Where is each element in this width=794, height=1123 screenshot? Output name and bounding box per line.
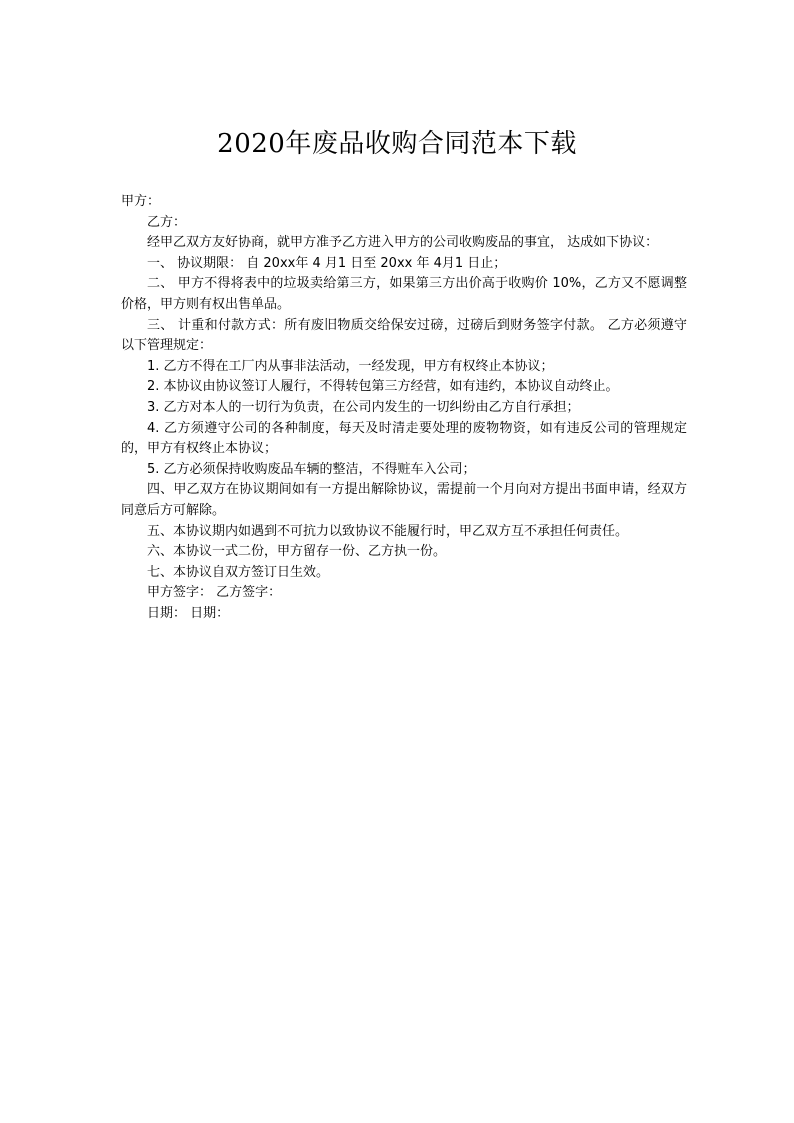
paragraph-party-a: 甲方：	[121, 194, 161, 209]
signature-line	[121, 583, 687, 604]
paragraph-intro: 经甲乙双方友好协商，就甲方准予乙方进入甲方的公司收购废品的事宜， 达成如下协议：	[147, 235, 659, 251]
document-title: 2020年废品收购合同范本下载	[217, 129, 577, 159]
clause-4-termination: 四、甲乙双方在协议期间如有一方提出解除协议，需提前一个月向对方提出书面申请，经双方同意后方可解除。	[121, 482, 687, 518]
party-b-signature-label: 乙方签字：	[216, 585, 282, 601]
paragraph-party-b: 乙方：	[147, 214, 187, 230]
clause-2-resale: 二、 甲方不得将表中的垃圾卖给第三方，如果第三方出价高于收购价 10%，乙方又不愿调整价格，甲方则有权出售单品。	[121, 276, 687, 312]
rule-1: 1. 乙方不得在工厂内从事非法活动，一经发现，甲方有权终止本协议；	[147, 358, 554, 374]
party-a-date-label: 日期：	[147, 605, 187, 621]
party-a-signature-label: 甲方签字：	[147, 585, 213, 601]
date-line	[121, 604, 687, 625]
clause-6-copies: 六、本协议一式二份，甲方留存一份、乙方执一份。	[147, 544, 447, 560]
rule-5: 5. 乙方必须保持收购废品车辆的整洁，不得赃车入公司；	[147, 461, 476, 477]
rule-2: 2. 本协议由协议签订人履行，不得转包第三方经营，如有违约，本协议自动终止。	[147, 379, 619, 395]
clause-1-term: 一、 协议期限： 自 20xx年 4 月1 日至 20xx 年 4月1 日止；	[147, 255, 507, 271]
rule-4: 4. 乙方须遵守公司的各种制度，每天及时清走要处理的废物物资，如有违反公司的管理规定的，甲方有权终止本协议；	[121, 420, 687, 457]
clause-3-payment: 三、 计重和付款方式：所有废旧物质交给保安过磅，过磅后到财务签字付款。 乙方必须遵守以下管理规定：	[121, 317, 687, 354]
rule-3: 3. 乙方对本人的一切行为负责，在公司内发生的一切纠纷由乙方自行承担；	[147, 399, 580, 415]
clause-7-effective: 七、本协议自双方签订日生效。	[147, 564, 330, 580]
clause-5-force-majeure: 五、本协议期内如遇到不可抗力以致协议不能履行时，甲乙双方互不承担任何责任。	[147, 523, 629, 539]
document-body	[121, 192, 687, 624]
party-b-date-label: 日期：	[190, 605, 230, 621]
